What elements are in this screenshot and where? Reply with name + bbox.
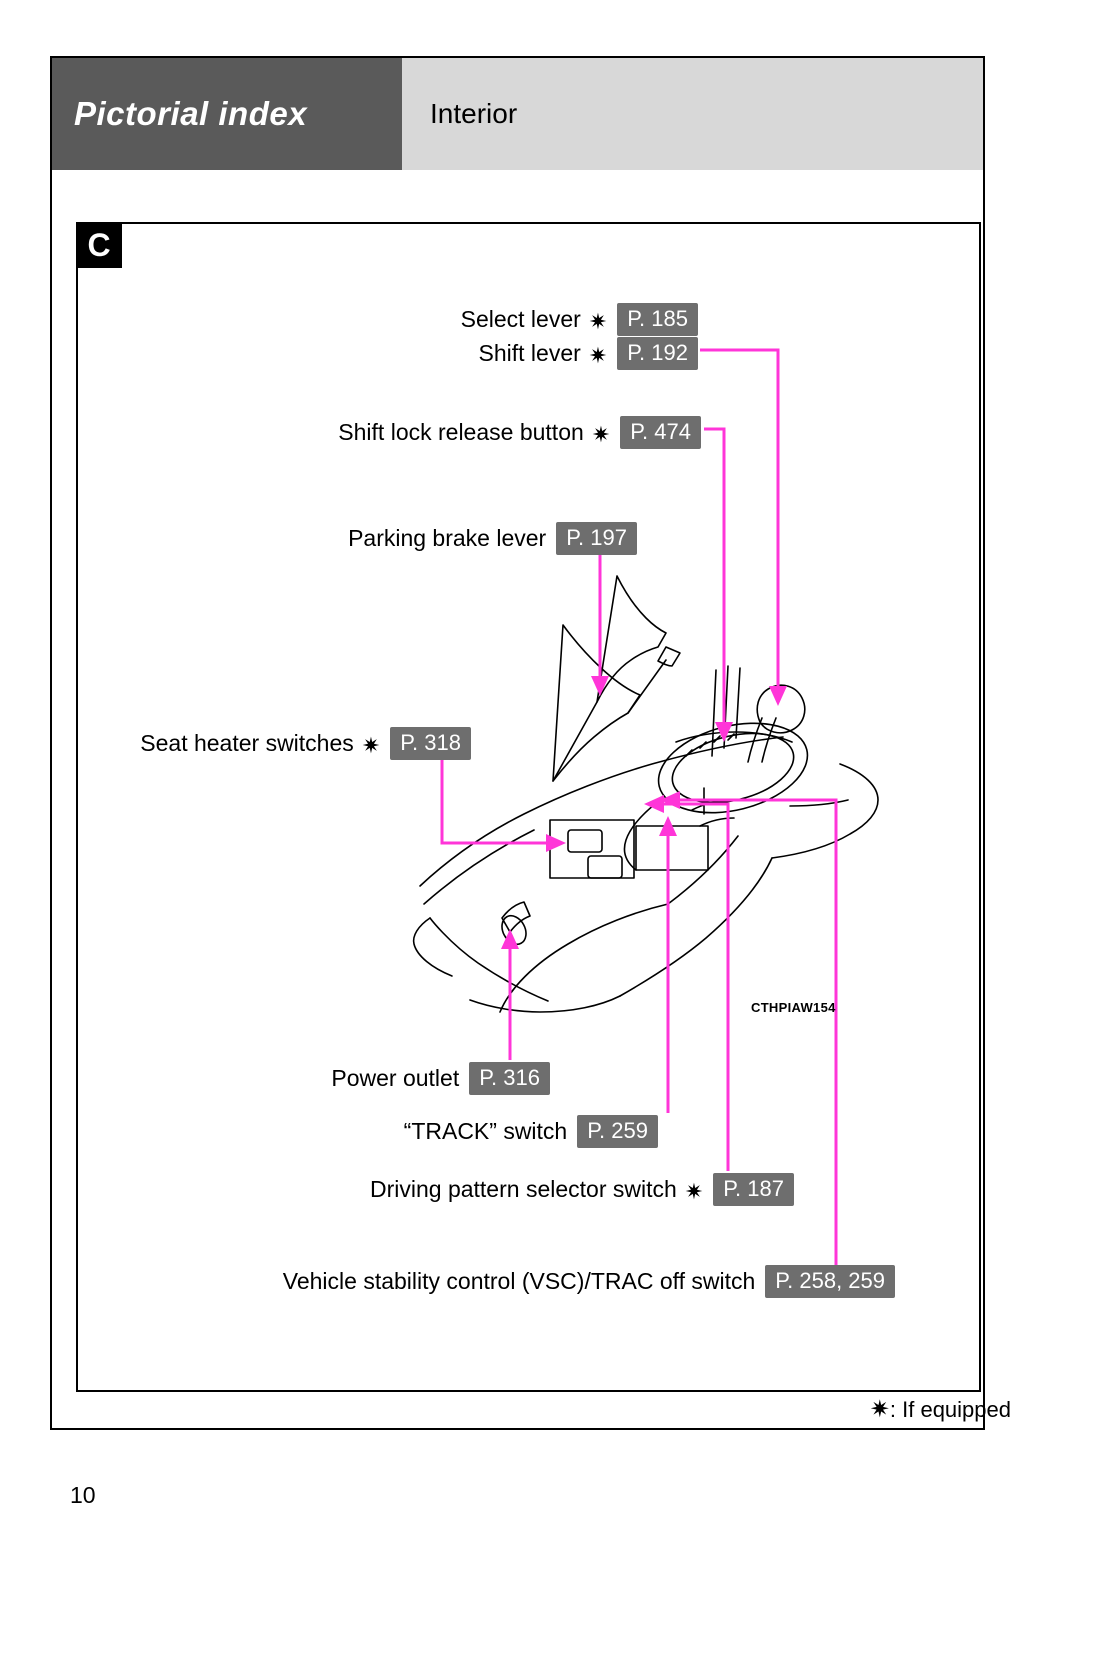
page-reference[interactable]: P. 185: [617, 303, 698, 336]
if-equipped-asterisk-icon: ✷: [588, 342, 608, 368]
page-header: [52, 58, 983, 170]
page-reference[interactable]: P. 474: [620, 416, 701, 449]
callout-label: “TRACK” switch: [403, 1118, 568, 1144]
page-number: 10: [70, 1482, 96, 1508]
section-letter-badge: C: [76, 222, 122, 268]
callout-shift-lock-release-button: [338, 416, 701, 449]
callout-label: Parking brake lever: [348, 525, 547, 551]
callout-label: Power outlet: [331, 1065, 460, 1091]
header-tab-title: Pictorial index: [52, 58, 402, 170]
callout-track-switch: [404, 1115, 658, 1148]
page-reference[interactable]: P. 197: [556, 522, 637, 555]
footnote-text: : If equipped: [889, 1397, 1011, 1422]
callout-shift-lever: [479, 337, 698, 370]
callout-label: Driving pattern selector switch: [369, 1176, 677, 1202]
diagram-border: [76, 222, 981, 1392]
page-reference[interactable]: P. 318: [390, 727, 471, 760]
if-equipped-asterisk-icon: ✷: [684, 1178, 704, 1204]
callout-seat-heater-switches: [140, 727, 471, 760]
page-reference[interactable]: P. 258, 259: [765, 1265, 895, 1298]
header-section-title: Interior: [402, 58, 983, 170]
callout-driving-pattern-selector-switch: [370, 1173, 794, 1206]
if-equipped-asterisk-icon: ✷: [591, 421, 611, 447]
page-reference[interactable]: P. 192: [617, 337, 698, 370]
if-equipped-asterisk-icon: ✷: [361, 732, 381, 758]
callout-label: Shift lever: [478, 340, 581, 366]
callout-label: Vehicle stability control (VSC)/TRAC off switch: [282, 1268, 756, 1294]
if-equipped-asterisk-icon: ✷: [588, 308, 608, 334]
footnote: [870, 1395, 1011, 1424]
callout-power-outlet: [331, 1062, 550, 1095]
callout-vsc-trac-off-switch: [283, 1265, 895, 1298]
page-reference[interactable]: P. 187: [713, 1173, 794, 1206]
callout-parking-brake-lever: [348, 522, 637, 555]
page-reference[interactable]: P. 259: [577, 1115, 658, 1148]
artwork-code: CTHPIAW154: [751, 1000, 836, 1015]
callout-label: Seat heater switches: [140, 730, 354, 756]
footnote-asterisk-icon: ✷: [869, 1396, 890, 1423]
callout-label: Shift lock release button: [338, 419, 584, 445]
callout-label: Select lever: [460, 306, 581, 332]
page-reference[interactable]: P. 316: [469, 1062, 550, 1095]
callout-select-lever: [461, 303, 698, 336]
